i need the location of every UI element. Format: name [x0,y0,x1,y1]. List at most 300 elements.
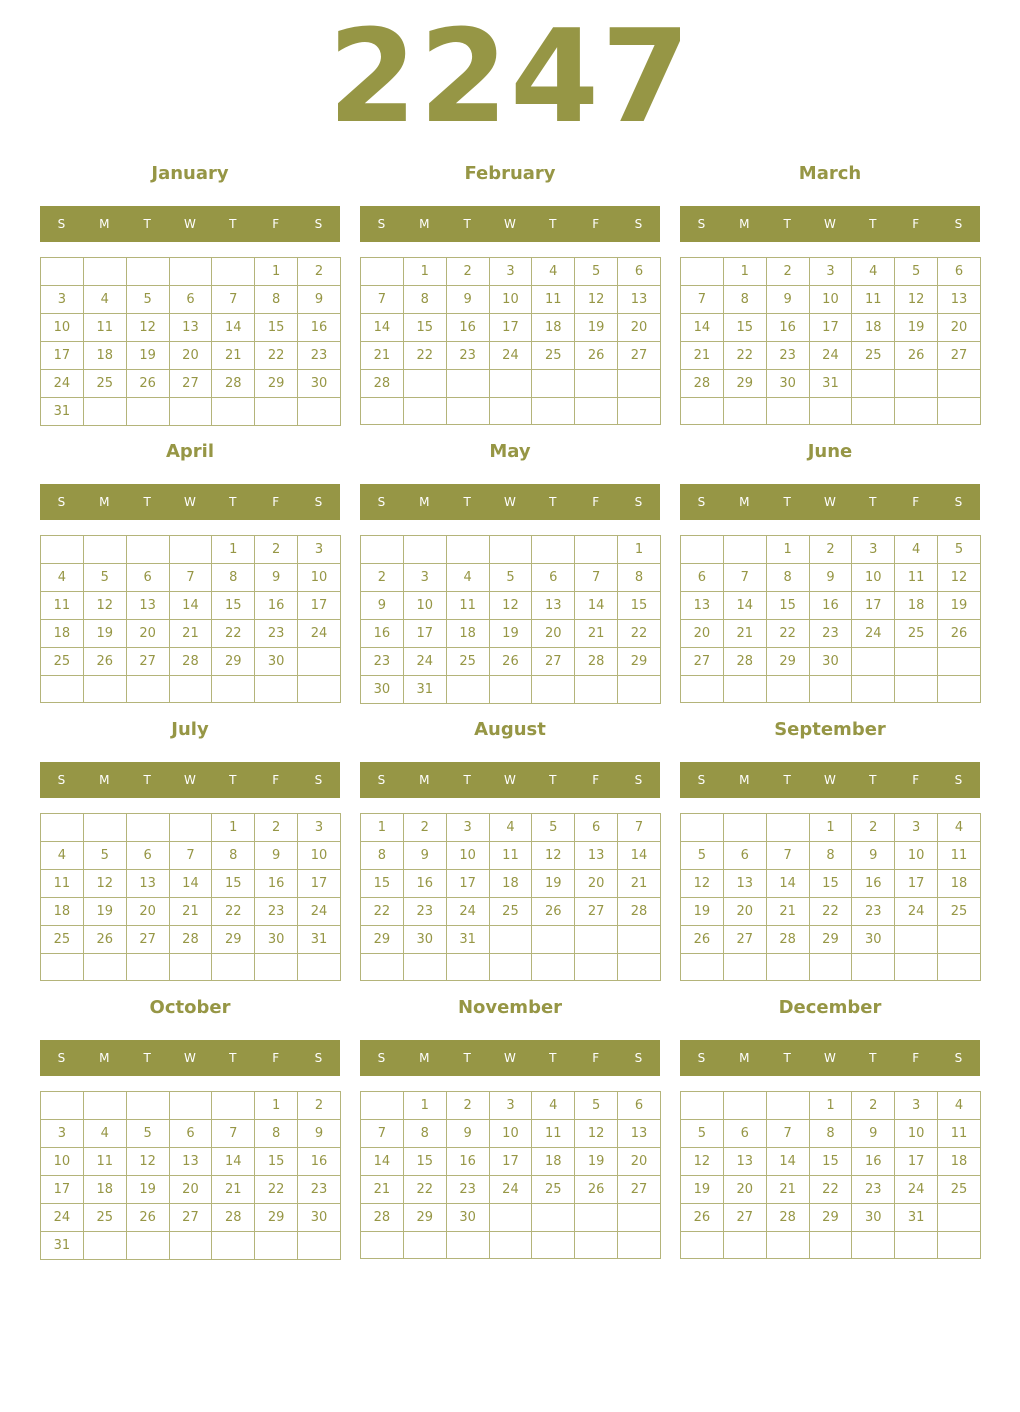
week-row [681,1176,981,1204]
day-cell: 10 [298,564,341,592]
day-cell: 5 [575,258,618,286]
empty-cell [41,676,84,703]
week-row [41,870,341,898]
day-cell: 3 [446,814,489,842]
day-cell: 19 [83,898,126,926]
weekday-label: W [184,217,196,231]
day-cell: 13 [126,592,169,620]
day-cell: 9 [298,1120,341,1148]
day-cell: 2 [255,536,298,564]
month-name: October [149,997,231,1018]
day-cell: 28 [681,370,724,398]
weekday-label: T [869,495,877,509]
weekday-label: S [697,773,706,787]
empty-cell [446,398,489,425]
day-cell: 18 [532,314,575,342]
day-cell: 29 [723,370,766,398]
empty-cell [446,954,489,981]
empty-cell [938,926,981,954]
weekday-label: F [592,773,600,787]
week-row [361,398,661,425]
day-cell: 25 [852,342,895,370]
weekday-label: S [697,217,706,231]
day-cell: 30 [809,648,852,676]
day-cell: 4 [446,564,489,592]
weekday-label: S [697,495,706,509]
day-cell: 20 [723,1176,766,1204]
day-cell: 9 [403,842,446,870]
day-grid [360,535,661,704]
weekday-header [680,206,980,242]
day-cell: 29 [809,926,852,954]
day-cell: 8 [618,564,661,592]
day-cell: 8 [255,286,298,314]
month-name: June [807,441,853,462]
weekday-label: T [143,1051,151,1065]
day-cell: 21 [169,898,212,926]
day-cell: 19 [575,1148,618,1176]
weekday-label: S [57,217,66,231]
weekday-label: T [463,1051,471,1065]
day-cell: 23 [298,342,341,370]
empty-cell [895,926,938,954]
empty-cell [212,398,255,426]
weekday-label: T [463,217,471,231]
weekday-label: W [504,495,516,509]
day-cell: 14 [723,592,766,620]
day-cell: 25 [41,648,84,676]
day-cell: 26 [938,620,981,648]
day-cell: 16 [298,314,341,342]
empty-cell [532,536,575,564]
day-cell: 6 [126,564,169,592]
weekday-label: T [463,495,471,509]
day-cell: 23 [809,620,852,648]
day-cell: 28 [766,1204,809,1232]
week-row [681,1092,981,1120]
day-cell: 18 [83,342,126,370]
day-cell: 3 [852,536,895,564]
day-cell: 16 [852,870,895,898]
day-cell: 27 [575,898,618,926]
week-row [681,648,981,676]
empty-cell [126,814,169,842]
year-title: 2247 [327,3,693,152]
empty-cell [532,926,575,954]
week-row [41,342,341,370]
day-cell: 11 [83,1148,126,1176]
empty-cell [895,676,938,703]
day-cell: 6 [532,564,575,592]
day-cell: 25 [446,648,489,676]
week-row [41,1176,341,1204]
day-cell: 23 [361,648,404,676]
day-cell: 10 [446,842,489,870]
day-cell: 8 [403,286,446,314]
day-cell: 7 [169,564,212,592]
month-name: August [474,719,546,740]
day-cell: 11 [83,314,126,342]
weekday-label: T [783,773,791,787]
weekday-label: W [824,1051,836,1065]
day-cell: 27 [169,1204,212,1232]
empty-cell [532,676,575,704]
day-grid [680,813,981,981]
day-cell: 7 [212,286,255,314]
day-cell: 5 [489,564,532,592]
empty-cell [575,954,618,981]
week-row [361,1120,661,1148]
empty-cell [575,926,618,954]
empty-cell [681,258,724,286]
week-row [681,592,981,620]
week-row [361,870,661,898]
empty-cell [126,258,169,286]
week-row [681,314,981,342]
day-cell: 24 [809,342,852,370]
day-cell: 17 [895,870,938,898]
day-cell: 20 [532,620,575,648]
day-cell: 18 [938,870,981,898]
weekday-label: T [549,773,557,787]
day-cell: 9 [852,1120,895,1148]
weekday-label: M [739,1051,750,1065]
day-cell: 20 [169,342,212,370]
weekday-label: S [954,217,963,231]
day-cell: 23 [255,898,298,926]
day-cell: 19 [532,870,575,898]
day-grid [40,1091,341,1260]
empty-cell [938,398,981,425]
day-cell: 20 [681,620,724,648]
empty-cell [723,1232,766,1259]
day-cell: 2 [255,814,298,842]
weekday-label: S [634,1051,643,1065]
empty-cell [938,648,981,676]
day-cell: 15 [809,1148,852,1176]
empty-cell [446,676,489,704]
week-row [361,342,661,370]
day-cell: 29 [361,926,404,954]
day-cell: 6 [575,814,618,842]
day-cell: 1 [809,1092,852,1120]
day-cell: 23 [446,342,489,370]
day-cell: 30 [766,370,809,398]
day-cell: 20 [575,870,618,898]
day-cell: 3 [895,814,938,842]
day-cell: 14 [681,314,724,342]
day-cell: 9 [255,842,298,870]
week-row [361,898,661,926]
month-name: September [774,719,886,740]
empty-cell [681,536,724,564]
day-cell: 4 [852,258,895,286]
day-cell: 10 [809,286,852,314]
day-cell: 12 [126,314,169,342]
day-cell: 17 [489,1148,532,1176]
empty-cell [895,954,938,981]
day-cell: 21 [766,898,809,926]
weekday-label: W [824,217,836,231]
empty-cell [532,1232,575,1259]
day-cell: 14 [361,314,404,342]
empty-cell [212,258,255,286]
day-cell: 14 [212,314,255,342]
weekday-label: M [739,217,750,231]
week-row [361,286,661,314]
day-cell: 9 [852,842,895,870]
empty-cell [489,926,532,954]
day-cell: 22 [403,1176,446,1204]
day-cell: 19 [489,620,532,648]
weekday-label: F [272,773,280,787]
day-cell: 24 [489,342,532,370]
week-row [361,954,661,981]
empty-cell [938,370,981,398]
month-name: January [151,163,229,184]
day-cell: 28 [169,648,212,676]
empty-cell [852,676,895,703]
day-cell: 24 [41,1204,84,1232]
day-cell: 28 [212,1204,255,1232]
day-cell: 10 [41,1148,84,1176]
weekday-label: T [783,495,791,509]
empty-cell [361,398,404,425]
empty-cell [766,1092,809,1120]
weekday-label: T [869,217,877,231]
empty-cell [169,536,212,564]
empty-cell [83,536,126,564]
empty-cell [403,536,446,564]
day-cell: 12 [83,592,126,620]
day-cell: 5 [83,842,126,870]
week-row [681,870,981,898]
day-cell: 8 [809,842,852,870]
day-cell: 12 [681,1148,724,1176]
empty-cell [361,954,404,981]
week-row [41,564,341,592]
day-cell: 21 [361,342,404,370]
week-row [41,370,341,398]
day-cell: 22 [212,620,255,648]
day-cell: 6 [618,1092,661,1120]
day-cell: 11 [489,842,532,870]
day-cell: 5 [83,564,126,592]
day-grid [40,813,341,981]
day-cell: 22 [212,898,255,926]
day-cell: 19 [681,1176,724,1204]
day-cell: 14 [169,870,212,898]
day-cell: 30 [361,676,404,704]
day-cell: 29 [766,648,809,676]
day-cell: 4 [83,1120,126,1148]
empty-cell [766,676,809,703]
day-cell: 9 [766,286,809,314]
empty-cell [255,676,298,703]
day-cell: 15 [403,314,446,342]
day-cell: 26 [126,370,169,398]
empty-cell [298,648,341,676]
weekday-label: S [377,217,386,231]
week-row [361,620,661,648]
empty-cell [126,676,169,703]
weekday-label: T [229,495,237,509]
day-cell: 1 [723,258,766,286]
empty-cell [169,814,212,842]
day-cell: 16 [766,314,809,342]
weekday-header [360,484,660,520]
weekday-label: S [57,495,66,509]
empty-cell [41,258,84,286]
day-cell: 12 [532,842,575,870]
weekday-label: S [314,1051,323,1065]
weekday-label: S [634,773,643,787]
empty-cell [255,398,298,426]
day-cell: 2 [298,258,341,286]
day-cell: 15 [723,314,766,342]
day-cell: 11 [532,286,575,314]
week-row [681,954,981,981]
empty-cell [618,1204,661,1232]
day-cell: 25 [895,620,938,648]
day-cell: 3 [41,286,84,314]
empty-cell [126,1232,169,1260]
day-cell: 21 [575,620,618,648]
day-cell: 24 [895,898,938,926]
empty-cell [212,1092,255,1120]
day-cell: 22 [809,1176,852,1204]
day-cell: 25 [532,1176,575,1204]
day-cell: 4 [532,1092,575,1120]
day-cell: 8 [809,1120,852,1148]
day-cell: 30 [403,926,446,954]
day-cell: 4 [41,842,84,870]
month-name: November [457,997,563,1018]
day-cell: 19 [126,342,169,370]
weekday-label: S [697,1051,706,1065]
day-cell: 20 [169,1176,212,1204]
day-cell: 16 [255,870,298,898]
empty-cell [361,258,404,286]
day-cell: 3 [489,258,532,286]
day-cell: 3 [41,1120,84,1148]
day-cell: 18 [938,1148,981,1176]
day-cell: 22 [255,1176,298,1204]
day-cell: 20 [938,314,981,342]
day-cell: 13 [126,870,169,898]
day-cell: 15 [212,870,255,898]
week-row [361,1232,661,1259]
day-cell: 3 [298,814,341,842]
week-row [41,314,341,342]
day-cell: 16 [361,620,404,648]
empty-cell [681,1232,724,1259]
weekday-label: W [184,1051,196,1065]
week-row [681,398,981,425]
empty-cell [489,1232,532,1259]
weekday-label: S [57,773,66,787]
weekday-header [40,1040,340,1076]
week-row [681,564,981,592]
empty-cell [852,1232,895,1259]
weekday-label: W [824,773,836,787]
empty-cell [298,954,341,981]
day-cell: 5 [895,258,938,286]
day-cell: 25 [938,1176,981,1204]
day-cell: 12 [83,870,126,898]
empty-cell [681,1092,724,1120]
day-cell: 18 [489,870,532,898]
day-cell: 21 [212,342,255,370]
month-name: April [165,441,215,462]
empty-cell [852,370,895,398]
empty-cell [212,954,255,981]
weekday-label: W [824,495,836,509]
day-cell: 24 [895,1176,938,1204]
day-cell: 13 [723,870,766,898]
empty-cell [169,954,212,981]
weekday-label: M [419,495,430,509]
weekday-label: M [99,217,110,231]
day-cell: 17 [446,870,489,898]
week-row [361,1176,661,1204]
day-cell: 1 [766,536,809,564]
day-grid [680,257,981,425]
day-cell: 3 [403,564,446,592]
empty-cell [895,1232,938,1259]
empty-cell [681,814,724,842]
day-cell: 18 [446,620,489,648]
week-row [41,1204,341,1232]
empty-cell [938,676,981,703]
day-cell: 14 [169,592,212,620]
empty-cell [489,1204,532,1232]
day-cell: 25 [532,342,575,370]
week-row [41,898,341,926]
empty-cell [298,676,341,703]
weekday-header [40,762,340,798]
day-cell: 7 [723,564,766,592]
weekday-label: M [99,773,110,787]
weekday-label: F [912,1051,920,1065]
day-cell: 10 [895,1120,938,1148]
day-cell: 2 [361,564,404,592]
day-cell: 26 [895,342,938,370]
day-cell: 2 [403,814,446,842]
month-name: March [798,163,862,184]
day-cell: 12 [681,870,724,898]
day-cell: 11 [938,1120,981,1148]
week-row [41,676,341,703]
weekday-label: S [377,773,386,787]
day-cell: 26 [126,1204,169,1232]
weekday-label: T [229,1051,237,1065]
day-cell: 11 [41,592,84,620]
day-cell: 28 [766,926,809,954]
empty-cell [938,1204,981,1232]
empty-cell [126,398,169,426]
day-cell: 6 [618,258,661,286]
empty-cell [681,398,724,425]
week-row [41,258,341,286]
week-row [681,676,981,703]
weekday-label: M [99,1051,110,1065]
empty-cell [255,954,298,981]
day-cell: 30 [852,1204,895,1232]
day-grid [360,257,661,425]
weekday-label: T [783,1051,791,1065]
day-cell: 15 [766,592,809,620]
